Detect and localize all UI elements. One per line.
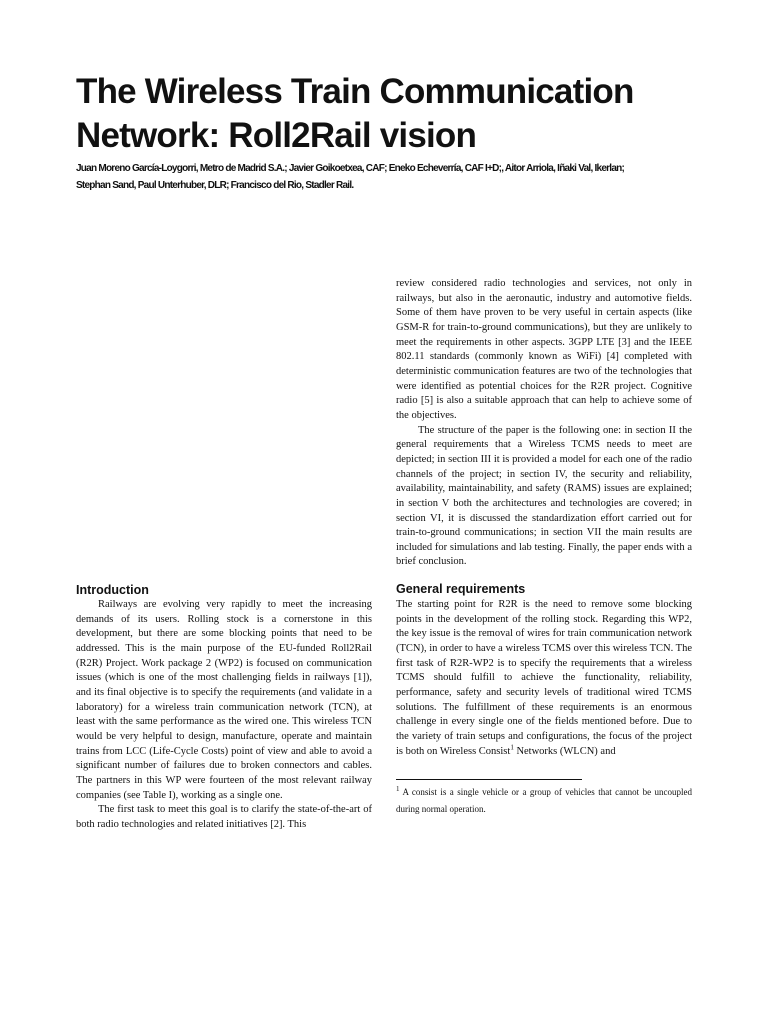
paper-title [76, 70, 716, 158]
title-line-1: The Wireless Train Communication [76, 72, 634, 111]
section-heading-introduction: Introduction [76, 583, 149, 597]
footnote [396, 784, 692, 818]
footnote-divider [396, 779, 582, 780]
footnote-text: A consist is a single vehicle or a group of vehicles that cannot be uncoupled during normal operation. [396, 787, 692, 815]
right-column [396, 277, 692, 818]
requirements-paragraph-1 [396, 598, 692, 759]
title-line-2: Network: Roll2Rail vision [76, 116, 477, 155]
requirements-text-end: Networks (WLCN) and [513, 745, 616, 757]
section-heading-general-requirements: General requirements [396, 582, 526, 597]
intro-paragraph-2-continued: review considered radio technologies and services, not only in railways, but also in the aeronautic, industry and automotive fields. Some of them have proven to be very useful in certain aspects (like GSM-R for train-to-ground communications), but they are unlikely to meet the requirements in other aspects. 3GPP LTE [3] and the IEEE 802.11 standards (commonly known as WiFi) [4] completed with deterministic communication features are two of the technologies that were identified as potential choices for the R2R project. Cognitive radio [5] is also a suitable approach that can help to achieve some of the objectives. [396, 278, 692, 421]
footnote-mark: 1 [396, 785, 400, 794]
authors-line-1: Juan Moreno García-Loygorri, Metro de Madrid S.A.; Javier Goikoetxea, CAF; Eneko Echeverría, CAF I+D;, Aitor Arriola, Iñaki Val, Ikerlan; [76, 163, 625, 174]
left-column [76, 582, 372, 833]
requirements-text: The starting point for R2R is the need to remove some blocking points in the development of the rolling stock. Regarding this WP2, the key issue is the removal of wires for train communication network (TCN), in order to have a wireless TCMS over this wireless TCN. The first task of R2R-WP2 is to specify the requirements that a wireless TCMS should fulfill to achieve the functionality, reliability, performance, safety and security levels of traditional wired TCMS solutions. The fulfillment of these requirements is an enormous challenge in every single one of the fields mentioned before. Due to the variety of train setups and configurations, the focus of the project is both on Wireless Consist [396, 599, 692, 757]
authors-line-2: Stephan Sand, Paul Unterhuber, DLR; Francisco del Rio, Stadler Rail. [76, 180, 354, 191]
author-list [76, 160, 696, 194]
intro-paragraph-3: The structure of the paper is the following one: in section II the general requirements that a Wireless TCMS needs to meet are depicted; in section III it is provided a model for each one of the radio channels of the project; in section IV, the security and reliability, availability, maintainability, and safety (RAMS) issues are explained; in section V both the architectures and technologies are covered; in section VI, it is discussed the standardization effort carried out for train-to-ground communications; in section VII the main results are included for simulations and lab testing. Finally, the paper ends with a brief conclusion. [396, 424, 692, 568]
intro-paragraph-1: Railways are evolving very rapidly to meet the increasing demands of its users. Rolling stock is a cornerstone in this development, but there are some blocking points that need to be addressed. This is the main purpose of the EU-funded Roll2Rail (R2R) Project. Work package 2 (WP2) is focused on communication issues (which is one of the most challenging fields in railways [1]), and its final objective is to specify the requirements (and validate in a laboratory) for a wireless train communication network (TCN), at least with the same performance as the wired one. This wireless TCN would be very helpful to design, manufacture, operate and maintain trains from LCC (Life-Cycle Costs) point of view and able to avoid a significant number of failures due to broken connectors and cables. The partners in this WP were fourteen of the most relevant railway companies (see Table I), working as a single one. [76, 599, 372, 801]
footnote-reference: 1 [510, 743, 514, 752]
intro-paragraph-2: The first task to meet this goal is to clarify the state-of-the-art of both radio technologies and related initiatives [2]. This [76, 804, 372, 830]
